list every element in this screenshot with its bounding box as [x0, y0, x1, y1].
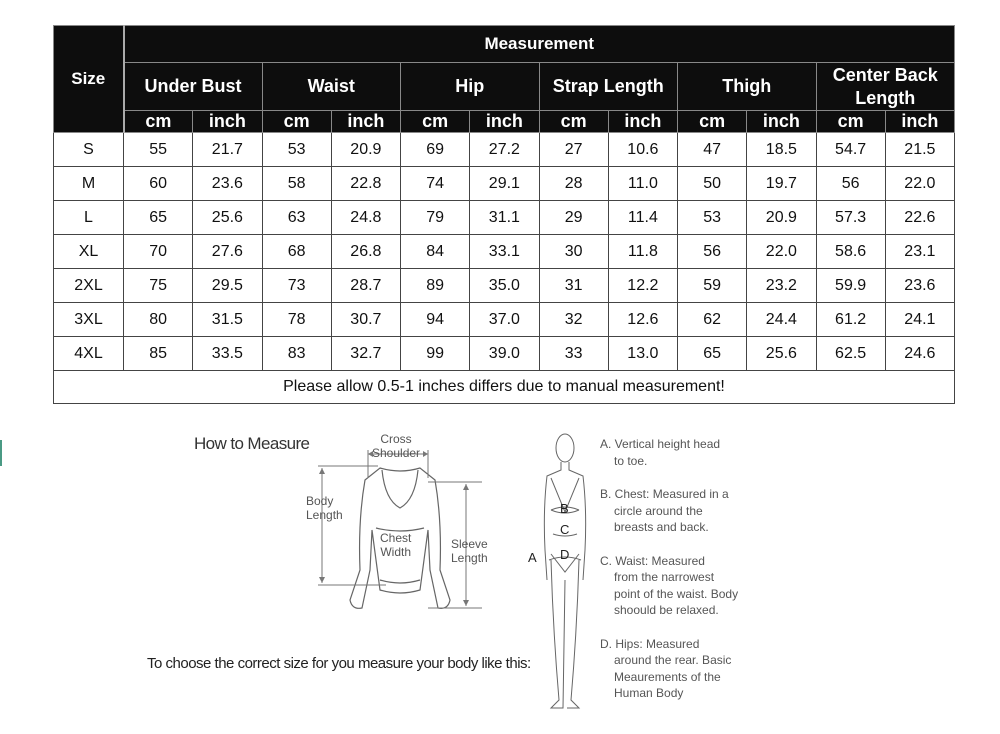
value-cell: 22.8: [331, 167, 400, 201]
svg-text:A: A: [528, 550, 537, 565]
svg-text:D: D: [560, 547, 570, 562]
chest-width-label: Chest Width: [380, 531, 412, 559]
value-cell: 39.0: [470, 337, 539, 371]
value-cell: 24.4: [747, 303, 816, 337]
value-cell: 11.0: [608, 167, 677, 201]
value-cell: 32: [539, 303, 608, 337]
group-header-hip: Hip: [401, 63, 540, 111]
value-cell: 63: [262, 201, 331, 235]
value-cell: 31.1: [470, 201, 539, 235]
value-cell: 31.5: [193, 303, 262, 337]
value-cell: 60: [124, 167, 193, 201]
how-to-measure-title: How to Measure: [194, 434, 310, 453]
unit-header-inch: inch: [193, 111, 262, 133]
size-cell: 4XL: [54, 337, 124, 371]
value-cell: 30: [539, 235, 608, 269]
unit-header-cm: cm: [539, 111, 608, 133]
table-row: [54, 337, 955, 371]
value-cell: 12.2: [608, 269, 677, 303]
unit-header-inch: inch: [331, 111, 400, 133]
sleeve-length-label: Sleeve Length: [451, 537, 488, 565]
value-cell: 21.5: [885, 133, 954, 167]
unit-header-inch: inch: [747, 111, 816, 133]
unit-header-cm: cm: [262, 111, 331, 133]
value-cell: 99: [401, 337, 470, 371]
size-cell: S: [54, 133, 124, 167]
value-cell: 20.9: [747, 201, 816, 235]
value-cell: 29.5: [193, 269, 262, 303]
size-cell: M: [54, 167, 124, 201]
value-cell: 79: [401, 201, 470, 235]
value-cell: 58: [262, 167, 331, 201]
value-cell: 75: [124, 269, 193, 303]
value-cell: 26.8: [331, 235, 400, 269]
instruction-lead: D. Hips: Measured: [600, 636, 700, 651]
value-cell: 70: [124, 235, 193, 269]
value-cell: 28: [539, 167, 608, 201]
choose-size-instruction: To choose the correct size for you measure your body like this:: [147, 655, 531, 672]
value-cell: 24.6: [885, 337, 954, 371]
group-header-row: [54, 63, 955, 111]
value-cell: 58.6: [816, 235, 885, 269]
value-cell: 31: [539, 269, 608, 303]
value-cell: 85: [124, 337, 193, 371]
body-figure-icon: [525, 430, 595, 715]
value-cell: 78: [262, 303, 331, 337]
measurement-header: Measurement: [124, 26, 955, 63]
value-cell: 47: [678, 133, 747, 167]
size-cell: L: [54, 201, 124, 235]
value-cell: 73: [262, 269, 331, 303]
value-cell: 59.9: [816, 269, 885, 303]
svg-text:C: C: [560, 522, 570, 537]
value-cell: 62.5: [816, 337, 885, 371]
value-cell: 13.0: [608, 337, 677, 371]
measurement-note: Please allow 0.5-1 inches differs due to manual measurement!: [54, 371, 955, 404]
body-length-label: Body Length: [306, 494, 343, 522]
instruction-detail: to toe.: [614, 453, 648, 468]
size-cell: 2XL: [54, 269, 124, 303]
value-cell: 28.7: [331, 269, 400, 303]
size-cell: XL: [54, 235, 124, 269]
value-cell: 21.7: [193, 133, 262, 167]
unit-header-row: [54, 111, 955, 133]
unit-header-cm: cm: [124, 111, 193, 133]
value-cell: 54.7: [816, 133, 885, 167]
instruction-detail: around the rear. Basic Meaurements of the Human Body: [614, 653, 732, 700]
value-cell: 24.8: [331, 201, 400, 235]
table-row: [54, 167, 955, 201]
value-cell: 33.1: [470, 235, 539, 269]
sweater-diagram-icon: [300, 430, 500, 630]
value-cell: 80: [124, 303, 193, 337]
value-cell: 11.4: [608, 201, 677, 235]
value-cell: 23.2: [747, 269, 816, 303]
value-cell: 37.0: [470, 303, 539, 337]
value-cell: 30.7: [331, 303, 400, 337]
value-cell: 27.2: [470, 133, 539, 167]
value-cell: 23.6: [193, 167, 262, 201]
group-header-waist: Waist: [262, 63, 401, 111]
table-row: [54, 235, 955, 269]
value-cell: 33: [539, 337, 608, 371]
value-cell: 84: [401, 235, 470, 269]
value-cell: 89: [401, 269, 470, 303]
size-cell: 3XL: [54, 303, 124, 337]
unit-header-inch: inch: [470, 111, 539, 133]
instruction-item: [600, 553, 740, 619]
value-cell: 29: [539, 201, 608, 235]
table-body: [54, 133, 955, 371]
unit-header-inch: inch: [608, 111, 677, 133]
table-row: [54, 133, 955, 167]
value-cell: 33.5: [193, 337, 262, 371]
table-row: [54, 201, 955, 235]
value-cell: 53: [678, 201, 747, 235]
value-cell: 55: [124, 133, 193, 167]
instruction-detail: from the narrowest point of the waist. Body shoould be relaxed.: [614, 570, 739, 617]
value-cell: 35.0: [470, 269, 539, 303]
value-cell: 25.6: [747, 337, 816, 371]
value-cell: 62: [678, 303, 747, 337]
value-cell: 27.6: [193, 235, 262, 269]
size-header: Size: [54, 26, 124, 133]
value-cell: 12.6: [608, 303, 677, 337]
value-cell: 22.6: [885, 201, 954, 235]
value-cell: 83: [262, 337, 331, 371]
value-cell: 56: [678, 235, 747, 269]
value-cell: 22.0: [747, 235, 816, 269]
instruction-lead: B. Chest: Measured in a: [600, 487, 729, 501]
value-cell: 74: [401, 167, 470, 201]
cross-shoulder-label: Cross Shoulder: [372, 432, 421, 460]
left-edge-accent: [0, 440, 2, 466]
value-cell: 57.3: [816, 201, 885, 235]
value-cell: 65: [678, 337, 747, 371]
unit-header-cm: cm: [401, 111, 470, 133]
svg-text:B: B: [560, 501, 569, 516]
value-cell: 19.7: [747, 167, 816, 201]
value-cell: 20.9: [331, 133, 400, 167]
value-cell: 61.2: [816, 303, 885, 337]
value-cell: 24.1: [885, 303, 954, 337]
instruction-item: [600, 436, 740, 469]
value-cell: 69: [401, 133, 470, 167]
group-header-thigh: Thigh: [678, 63, 817, 111]
group-header-strap-length: Strap Length: [539, 63, 678, 111]
instruction-lead: C. Waist: Measured: [600, 553, 705, 568]
group-header-under-bust: Under Bust: [124, 63, 263, 111]
value-cell: 29.1: [470, 167, 539, 201]
value-cell: 65: [124, 201, 193, 235]
value-cell: 22.0: [885, 167, 954, 201]
value-cell: 23.6: [885, 269, 954, 303]
instruction-item: [600, 486, 740, 536]
value-cell: 10.6: [608, 133, 677, 167]
unit-header-inch: inch: [885, 111, 954, 133]
value-cell: 27: [539, 133, 608, 167]
instruction-item: [600, 636, 740, 702]
value-cell: 59: [678, 269, 747, 303]
value-cell: 94: [401, 303, 470, 337]
value-cell: 50: [678, 167, 747, 201]
value-cell: 32.7: [331, 337, 400, 371]
value-cell: 18.5: [747, 133, 816, 167]
size-chart-table: [53, 25, 955, 404]
value-cell: 23.1: [885, 235, 954, 269]
unit-header-cm: cm: [816, 111, 885, 133]
table-row: [54, 269, 955, 303]
instruction-detail: circle around the breasts and back.: [614, 503, 709, 534]
value-cell: 25.6: [193, 201, 262, 235]
table-row: [54, 303, 955, 337]
group-header-center-back-length: Center Back Length: [816, 63, 955, 111]
unit-header-cm: cm: [678, 111, 747, 133]
value-cell: 68: [262, 235, 331, 269]
value-cell: 56: [816, 167, 885, 201]
value-cell: 11.8: [608, 235, 677, 269]
measurement-instructions: [600, 436, 740, 719]
value-cell: 53: [262, 133, 331, 167]
instruction-lead: A. Vertical height head: [600, 437, 721, 451]
